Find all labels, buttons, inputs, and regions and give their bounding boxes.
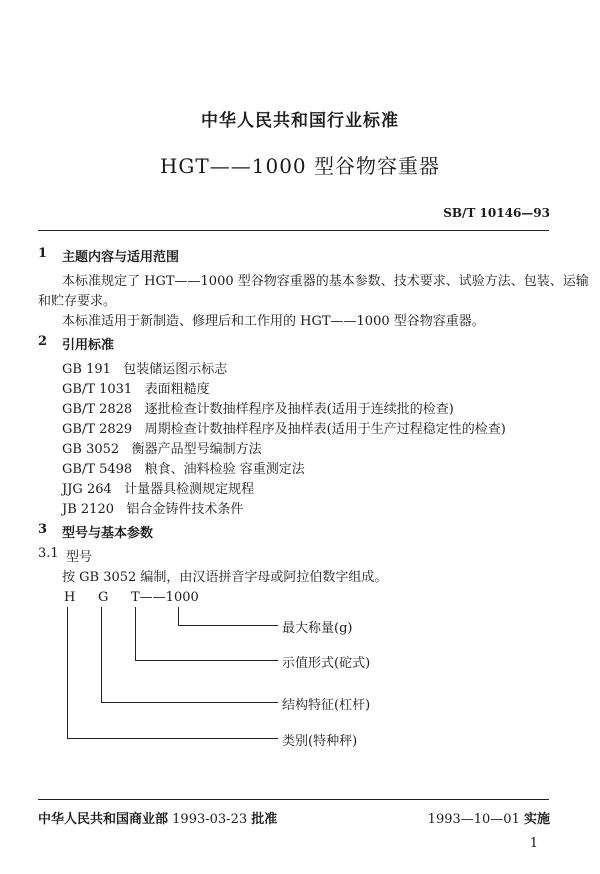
section-1-number: 1 <box>38 246 48 261</box>
footer-impl-word: 实施 <box>523 812 550 827</box>
standard-code: SB/T 10146—93 <box>443 206 550 220</box>
header-rule <box>38 230 549 231</box>
ref-code: GB 191 <box>62 362 111 377</box>
ref-title: 计量器具检测规定规程 <box>124 482 255 497</box>
diagram-label-category: 类别(特种秤) <box>282 734 358 749</box>
footer-impl-date: 1993—10—01 <box>427 812 520 827</box>
diagram-label-max-capacity: 最大称量(g) <box>282 621 353 636</box>
ref-gbt-2829 <box>62 418 506 437</box>
ref-code: GB/T 2828 <box>62 402 133 417</box>
ref-title: 包装储运图示标志 <box>123 362 228 377</box>
section-1-title: 主题内容与适用范围 <box>62 250 180 265</box>
ref-title: 铝合金铸件技术条件 <box>126 502 244 517</box>
footer-approve-word: 批准 <box>251 812 278 827</box>
subsection-3-1-title: 型号 <box>66 550 93 565</box>
ref-title: 粮食、油料检验 容重测定法 <box>144 462 305 477</box>
bracket-g-vertical <box>101 607 102 703</box>
ref-code: JJG 264 <box>62 482 112 497</box>
ref-jb-2120 <box>62 498 243 517</box>
bracket-h-horizontal <box>67 738 278 739</box>
ref-code: GB/T 5498 <box>62 462 133 477</box>
ref-title: 逐批检查计数抽样程序及抽样表(适用于连续批的检查) <box>144 402 454 417</box>
section-3-title: 型号与基本参数 <box>62 526 154 541</box>
section-2-number: 2 <box>38 334 48 349</box>
ref-title: 表面粗糙度 <box>144 382 210 397</box>
ref-code: GB 3052 <box>62 442 120 457</box>
bracket-h-vertical <box>67 607 68 739</box>
section-2-title: 引用标准 <box>62 338 115 353</box>
page-number: 1 <box>529 836 538 851</box>
ref-gb-191 <box>62 358 227 377</box>
ref-jjg-264 <box>62 478 254 497</box>
footer-implementation <box>428 808 550 827</box>
ref-title: 衡器产品型号编制方法 <box>131 442 262 457</box>
ref-code: GB/T 1031 <box>62 382 133 397</box>
diagram-letter-g: G <box>98 590 109 605</box>
diagram-label-indication-form: 示值形式(砣式) <box>282 656 371 671</box>
bracket-t-vertical <box>135 607 136 661</box>
subsection-3-1-text: 按 GB 3052 编制，由汉语拼音字母或阿拉伯数字组成。 <box>62 570 388 585</box>
ref-code: JB 2120 <box>62 502 114 517</box>
section-1-paragraph-1a: 本标准规定了 HGT——1000 型谷物容重器的基本参数、技术要求、试验方法、包装、运输 <box>62 274 589 289</box>
bracket-1000-vertical <box>178 607 179 626</box>
footer-issuer: 中华人民共和国商业部 <box>38 812 169 827</box>
subsection-3-1-number: 3.1 <box>38 546 59 561</box>
section-1-paragraph-1b: 和贮存要求。 <box>38 294 117 309</box>
bracket-1000-horizontal <box>178 625 278 626</box>
footer-rule <box>38 799 549 800</box>
footer-approval <box>38 808 277 827</box>
section-1-paragraph-2: 本标准适用于新制造、修理后和工作用的 HGT——1000 型谷物容重器。 <box>62 314 485 329</box>
ref-code: GB/T 2829 <box>62 422 133 437</box>
ref-gbt-1031 <box>62 378 210 397</box>
bracket-t-horizontal <box>135 660 278 661</box>
bracket-g-horizontal <box>101 702 278 703</box>
doc-title: HGT——1000 型谷物容重器 <box>159 154 440 178</box>
ref-gbt-5498 <box>62 458 305 477</box>
ref-title: 周期检查计数抽样程序及抽样表(适用于生产过程稳定性的检查) <box>144 422 506 437</box>
section-3-number: 3 <box>38 522 48 537</box>
footer-approve-date: 1993-03-23 <box>172 812 248 827</box>
org-title: 中华人民共和国行业标准 <box>201 111 399 131</box>
diagram-letter-h: H <box>64 590 76 605</box>
diagram-letter-t-1000: T——1000 <box>131 590 199 605</box>
diagram-label-structure: 结构特征(杠杆) <box>282 698 371 713</box>
ref-gbt-2828 <box>62 398 454 417</box>
ref-gb-3052 <box>62 438 262 457</box>
